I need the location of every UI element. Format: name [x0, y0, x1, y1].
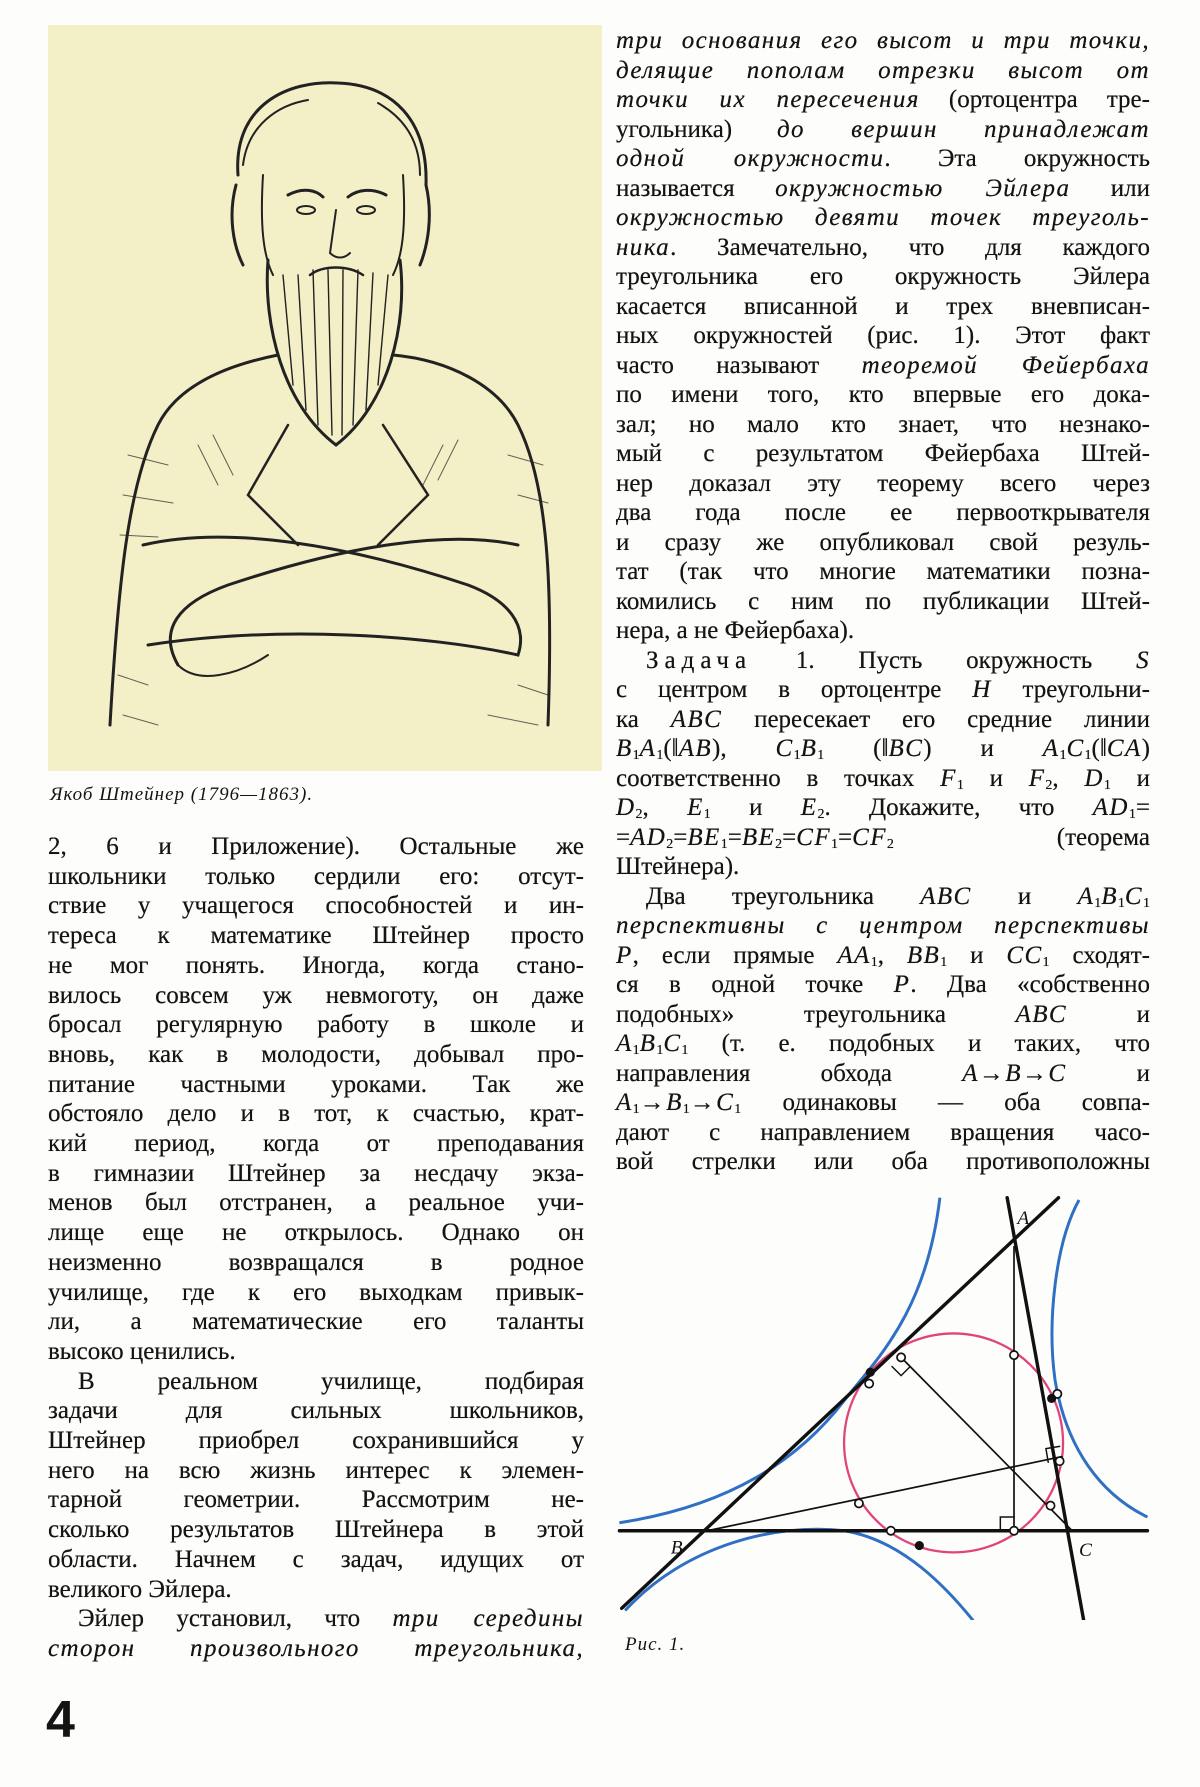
subscript: 1 [1143, 895, 1150, 911]
text-run: соответственно в точках [616, 764, 941, 792]
subscript: 1 [632, 1102, 640, 1117]
text-run: = [673, 823, 688, 851]
text-line [616, 941, 1150, 971]
text-run: вновь, как в молодости, добывал про- [48, 1040, 584, 1068]
text-run: ся в одной точке [616, 971, 894, 998]
text-run: нера, а не Фейербаха). [616, 617, 855, 644]
text-line [616, 203, 1150, 233]
italic-text: теоремой Фейербаха [861, 351, 1150, 379]
text-line [616, 1059, 1150, 1089]
text-run: тереса к математике Штейнер просто [48, 922, 584, 950]
text-line [48, 1099, 584, 1129]
open-point [865, 1380, 873, 1388]
italic-text: ника [616, 233, 671, 261]
text-run: . Замечательно, что для каждого [670, 233, 1150, 261]
subscript: 1 [817, 748, 825, 763]
text-line [48, 1634, 584, 1664]
text-line [616, 616, 1150, 646]
italic-text: A [1042, 735, 1060, 762]
italic-text: F [940, 764, 957, 792]
text-run: в гимназии Штейнер за несдачу экза- [48, 1159, 584, 1187]
text-line [48, 1337, 584, 1367]
text-run: (‖ [824, 735, 889, 762]
italic-text: C [775, 735, 794, 762]
text-line [48, 1129, 584, 1159]
label-b: B [670, 1537, 683, 1559]
text-line [48, 1575, 584, 1605]
text-run: = [727, 823, 742, 851]
open-point [1010, 1351, 1018, 1359]
text-run: ка [616, 705, 671, 733]
italic-text: C [1066, 735, 1085, 762]
italic-text: C [1124, 882, 1143, 910]
text-run: (ортоцентра тре- [919, 86, 1150, 113]
text-run: (‖ [663, 735, 679, 762]
subscript: 1 [682, 1102, 690, 1117]
text-run: сходят- [1049, 941, 1151, 969]
subscript: 1 [656, 1043, 664, 1058]
italic-text: A [616, 1030, 633, 1057]
text-line [616, 1000, 1150, 1030]
text-run: , [1052, 764, 1085, 792]
italic-text: BE [687, 823, 721, 851]
text-run: , если прямые [632, 941, 838, 969]
subscript: 1 [793, 748, 801, 763]
text-run: области. Начнем с задач, идущих от [48, 1545, 584, 1573]
text-run: комились с ним по публикации Штей- [616, 587, 1150, 615]
text-line [616, 233, 1150, 263]
right-angle-c [892, 1367, 910, 1376]
italic-text: делящие пополам отрезки высот от [616, 56, 1150, 84]
italic-text: →B [639, 1089, 683, 1116]
subscript: 1 [831, 836, 839, 852]
text-run: обстояло дело и в тот, к счастью, крат- [48, 1100, 584, 1128]
text-run: = [1135, 794, 1150, 821]
open-point [1056, 1457, 1064, 1465]
subscript: 2 [817, 807, 825, 822]
figure-svg [616, 1186, 1152, 1620]
text-line [616, 911, 1150, 941]
text-run: и [1110, 764, 1150, 792]
text-line [48, 1485, 584, 1515]
open-point [1010, 1527, 1018, 1535]
italic-text: B [800, 735, 818, 762]
text-run: нер доказал эту теорему всего через [616, 469, 1150, 497]
text-run: В реальном училище, подбирая [78, 1367, 584, 1395]
excircle-arc-right [1052, 1200, 1147, 1517]
italic-text: CA [1106, 735, 1142, 762]
portrait-caption: Якоб Штейнер (1796—1863). [50, 784, 314, 805]
italic-text: перспективны с центром перспективы [616, 912, 1150, 939]
italic-text: B [1101, 882, 1118, 910]
text-line [616, 469, 1150, 499]
subscript: 1 [632, 748, 640, 763]
text-line [616, 85, 1150, 115]
subscript: 2 [886, 836, 894, 852]
text-line [48, 891, 584, 921]
italic-text: одной окружности [616, 145, 885, 172]
italic-text: CF [852, 823, 887, 851]
italic-text: BE [741, 823, 776, 851]
text-run: лище еще не открылось. Однако он [48, 1219, 584, 1247]
text-line [616, 26, 1150, 56]
text-run: = [616, 823, 631, 851]
italic-text: AA [837, 941, 871, 969]
italic-text: ABC [670, 705, 723, 733]
text-line [616, 1147, 1150, 1177]
italic-text: BB [906, 941, 941, 969]
text-run: тат (так что многие математики позна- [616, 558, 1150, 585]
text-run: и [947, 941, 1007, 969]
text-run: ствие у учащегося способностей и ин- [48, 892, 584, 920]
text-line [48, 1040, 584, 1070]
text-line [616, 351, 1150, 381]
text-line [48, 1426, 584, 1456]
text-line [616, 764, 1150, 794]
text-run: училище, где к его выходкам привык- [48, 1278, 584, 1306]
text-run: вилось совсем уж невмоготу, он даже [48, 981, 584, 1009]
text-line [616, 557, 1150, 587]
open-point [887, 1527, 895, 1535]
subscript: 1 [1084, 748, 1092, 763]
text-line [48, 1515, 584, 1545]
text-run: вой стрелки или оба противоположны [616, 1148, 1150, 1175]
text-run: . Два «собственно [910, 971, 1150, 998]
text-run: и [710, 794, 801, 821]
subscript: 1 [940, 954, 948, 970]
portrait-engraving [48, 25, 602, 771]
excircles [619, 1198, 1147, 1620]
subscript: 2 [775, 836, 783, 852]
text-run: ) [1141, 735, 1150, 762]
text-line [616, 1118, 1150, 1148]
altitude-b [707, 1457, 1062, 1531]
text-run: называется [616, 174, 776, 202]
italic-text: A [616, 1089, 633, 1116]
text-line [616, 793, 1150, 823]
text-run: питание частными уроками. Так же [48, 1070, 584, 1098]
text-run: бросал регулярную работу в школе и [48, 1011, 584, 1039]
text-line [48, 981, 584, 1011]
text-run: неизменно возвращался в родное [48, 1248, 584, 1276]
text-line [48, 1604, 584, 1634]
text-run: (т. е. подобных и таких, что [688, 1030, 1150, 1057]
text-run: пересекает его средние линии [722, 705, 1150, 733]
italic-text: E [687, 794, 704, 821]
text-run: = [782, 823, 797, 851]
text-line [616, 882, 1150, 912]
text-run: подобных» треугольника [616, 1000, 1016, 1028]
text-run: часто называют [616, 351, 862, 379]
italic-text: AD [630, 823, 667, 851]
subscript: 2 [666, 836, 674, 852]
spaced-text: Задача [646, 646, 753, 674]
text-run: два года после ее первооткрывателя [616, 499, 1150, 526]
text-line [48, 951, 584, 981]
text-line [48, 862, 584, 892]
subscript: 1 [1128, 807, 1136, 822]
subscript: 1 [656, 748, 664, 763]
tangency-point [915, 1541, 924, 1550]
text-line [616, 823, 1150, 853]
text-line [616, 734, 1150, 764]
text-run: 1. Пусть окружность [752, 646, 1137, 674]
text-line [616, 262, 1150, 292]
text-run: и [971, 882, 1078, 910]
text-run: ), [712, 735, 776, 762]
italic-text: A [639, 735, 657, 762]
text-run: Два треугольника [646, 882, 921, 910]
text-run: , [642, 794, 688, 821]
text-line [48, 921, 584, 951]
subscript: 1 [1059, 748, 1067, 763]
text-line [616, 675, 1150, 705]
text-line [616, 705, 1150, 735]
label-c: C [1079, 1539, 1092, 1561]
text-run: задачи для сильных школьников, [48, 1397, 584, 1425]
italic-text: D [616, 794, 636, 821]
tangency-point [866, 1368, 875, 1377]
text-run: зал; но мало кто знает, что незнако- [616, 410, 1150, 438]
text-line [48, 1456, 584, 1486]
subscript: 1 [870, 954, 878, 970]
italic-text: окружностью Эйлера [775, 174, 1071, 202]
italic-text: A→B→C [962, 1059, 1067, 1087]
italic-text: AD [1092, 794, 1129, 821]
text-run: менов был отстранен, а реальное учи- [48, 1189, 584, 1217]
text-line [616, 1029, 1150, 1059]
text-run: Штейнер приобрел сохранившийся у [48, 1427, 584, 1454]
italic-text: P [893, 971, 911, 998]
figure-caption: Рис. 1. [625, 1634, 686, 1655]
text-line [616, 528, 1150, 558]
text-line [616, 587, 1150, 617]
subscript: 1 [734, 1102, 742, 1117]
text-line [48, 1396, 584, 1426]
italic-text: точки их пересечения [616, 86, 920, 113]
italic-text: C [663, 1030, 682, 1057]
text-run: мый с результатом Фейербаха Штей- [616, 440, 1150, 467]
text-line [616, 115, 1150, 145]
text-line [616, 174, 1150, 204]
subscript: 1 [1042, 954, 1050, 970]
text-run: Эйлер установил, что [78, 1605, 393, 1633]
text-run: (теорема [893, 823, 1150, 851]
text-line [48, 1159, 584, 1189]
text-line [48, 1070, 584, 1100]
text-run: по имени того, кто впервые его дока- [616, 381, 1150, 408]
text-run: не мог понять. Иногда, когда стано- [48, 951, 584, 979]
text-run: ли, а математические его таланты [48, 1308, 584, 1336]
italic-text: три основания его высот и три точки, [616, 27, 1150, 54]
text-run: кий период, когда от преподавания [48, 1130, 584, 1157]
italic-text: ABC [920, 882, 972, 910]
text-line [616, 1088, 1150, 1118]
text-line [48, 1218, 584, 1248]
text-line [48, 1307, 584, 1337]
text-run: и сразу же опубликовал свой резуль- [616, 528, 1150, 556]
italic-text: D [1084, 764, 1104, 792]
open-point [897, 1353, 905, 1361]
text-run: него на всю жизнь интерес к элемен- [48, 1456, 584, 1484]
italic-text: B [639, 1030, 657, 1057]
text-line [48, 832, 584, 862]
text-line [616, 852, 1150, 882]
text-run: треугольника его окружность Эйлера [616, 263, 1150, 290]
text-run: . Докажите, что [824, 794, 1093, 821]
text-line [616, 970, 1150, 1000]
italic-text: F [1028, 764, 1046, 792]
text-run: великого Эйлера. [48, 1575, 232, 1603]
text-line [616, 498, 1150, 528]
open-point [1046, 1502, 1054, 1510]
text-run: Штейнера). [616, 853, 740, 880]
text-run: высоко ценились. [48, 1337, 236, 1365]
subscript: 1 [1094, 895, 1102, 911]
text-line [616, 646, 1150, 676]
text-run: и [963, 764, 1029, 792]
subscript: 2 [1045, 777, 1053, 793]
text-line [48, 1545, 584, 1575]
text-run: , [877, 941, 907, 969]
text-run: (‖ [1091, 735, 1107, 762]
tangency-point [1047, 1394, 1056, 1403]
text-run: 2, 6 и Приложение). Остальные же [48, 833, 584, 860]
italic-text: AB [678, 735, 713, 762]
open-point [855, 1499, 863, 1507]
text-run: касается вписанной и трех вневписан- [616, 292, 1150, 320]
italic-text: H [972, 676, 992, 703]
line-ab [622, 1198, 1059, 1609]
portrait-steiner [48, 25, 602, 771]
page-number: 4 [46, 1691, 75, 1749]
italic-text: CC [1006, 941, 1043, 969]
text-line [616, 439, 1150, 469]
text-run: треугольни- [991, 676, 1150, 703]
text-run: школьники только сердили его: отсут- [48, 862, 584, 890]
text-run: и [1066, 1000, 1150, 1028]
text-run: ных окружностей (рис. 1). Этот факт [616, 322, 1150, 349]
text-run: . Эта окружность [884, 145, 1150, 172]
text-line [616, 380, 1150, 410]
subscript: 2 [635, 807, 643, 822]
subscript: 1 [720, 836, 728, 852]
italic-text: A [1077, 882, 1095, 910]
subscript: 1 [703, 807, 711, 822]
text-run: дают с направлением вращения часо- [616, 1118, 1150, 1146]
text-run: и [1066, 1059, 1150, 1087]
text-run: с центром в ортоцентре [616, 676, 973, 703]
italic-text: CF [796, 823, 832, 851]
italic-text: окружностью девяти точек треуголь- [616, 204, 1150, 231]
line-ac [1007, 1198, 1083, 1620]
text-run: направления обхода [616, 1059, 963, 1087]
subscript: 1 [1103, 777, 1111, 793]
text-line [48, 1188, 584, 1218]
italic-text: P [616, 941, 633, 969]
text-run: = [838, 823, 853, 851]
italic-text: три середины [392, 1605, 584, 1633]
text-line [616, 410, 1150, 440]
text-line [48, 1278, 584, 1308]
italic-text: E [800, 794, 818, 821]
subscript: 1 [956, 777, 964, 793]
text-run: ) и [923, 735, 1043, 762]
italic-text: B [616, 735, 633, 762]
text-line [616, 321, 1150, 351]
text-line [616, 56, 1150, 86]
italic-text: →C [689, 1089, 735, 1116]
text-line [48, 1010, 584, 1040]
text-run: угольника) [616, 115, 777, 143]
subscript: 1 [681, 1043, 689, 1058]
figure-euler-circle [616, 1186, 1152, 1620]
text-line [48, 1248, 584, 1278]
text-run: одинаковы — оба совпа- [741, 1089, 1150, 1116]
subscript: 1 [632, 1043, 640, 1058]
subscript: 1 [1117, 895, 1125, 911]
excircle-arc-top-left [619, 1198, 939, 1523]
italic-text: ABC [1015, 1000, 1067, 1028]
italic-text: до вершин принадлежат [776, 115, 1150, 143]
label-a: A [1017, 1207, 1030, 1229]
italic-text: сторон произвольного треугольника, [48, 1634, 584, 1662]
text-line [616, 144, 1150, 174]
italic-text: BC [888, 735, 924, 762]
text-run: тарной геометрии. Рассмотрим не- [48, 1486, 584, 1514]
text-line [48, 1367, 584, 1397]
text-run: сколько результатов Штейнера в этой [48, 1516, 584, 1544]
text-line [616, 292, 1150, 322]
italic-text: S [1136, 646, 1150, 674]
text-run: или [1070, 174, 1151, 202]
